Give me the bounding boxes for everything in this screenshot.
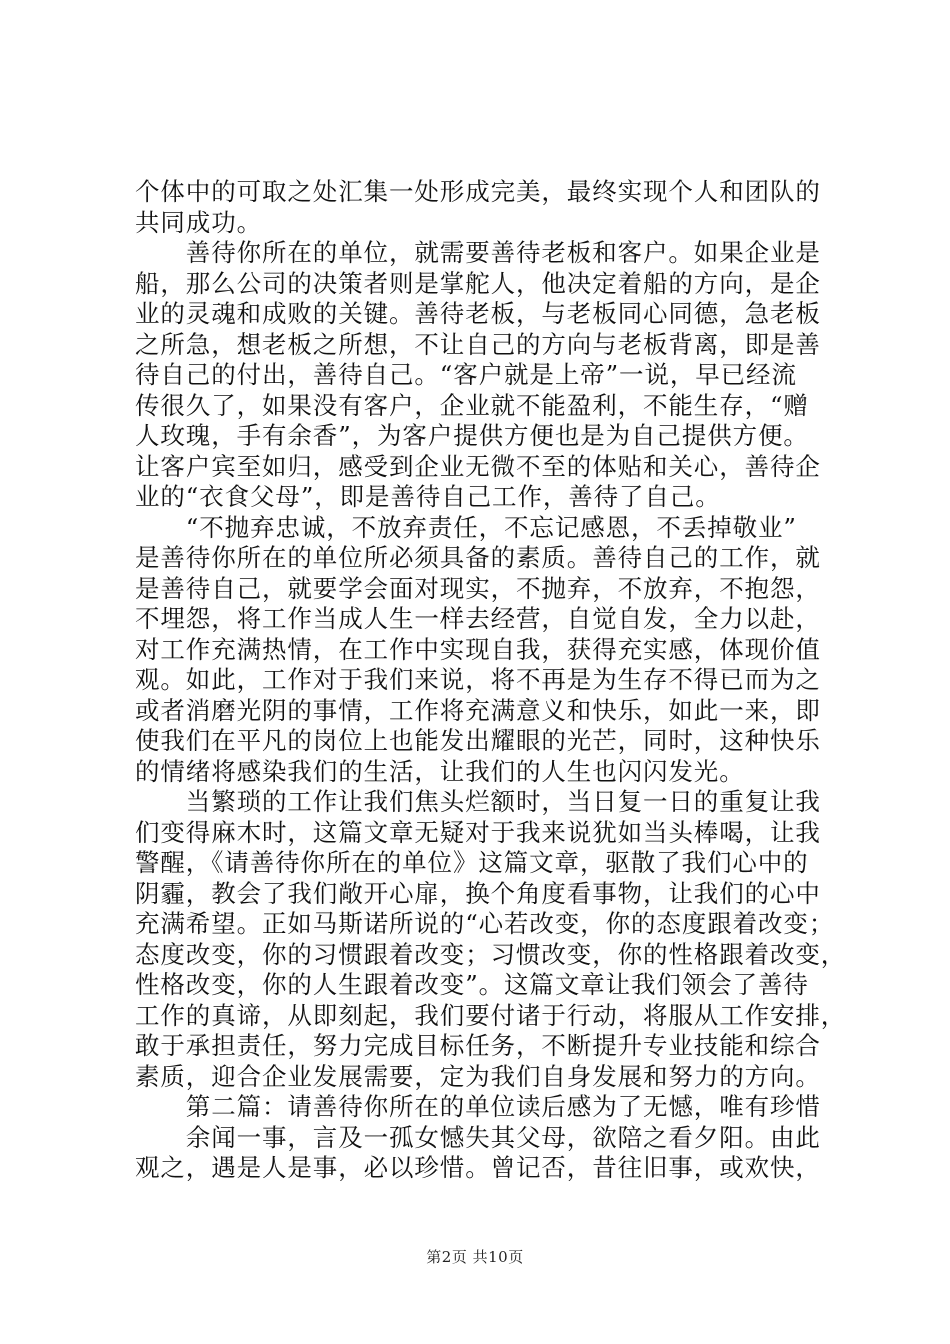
text-line: 让客户宾至如归，感受到企业无微不至的体贴和关心，善待企 [135, 451, 821, 481]
page-number-label: 第2页 共10页 [426, 1248, 524, 1266]
text-line: 共同成功。 [135, 207, 262, 237]
text-line: 不埋怨，将工作当成人生一样去经营，自觉自发，全力以赴， [135, 604, 821, 633]
text-line: 的情绪将感染我们的生活，让我们的人生也闪闪发光。 [135, 756, 745, 786]
text-line: 是善待自己，就要学会面对现实，不抛弃，不放弃，不抱怨， [135, 573, 821, 603]
text-line: 人玫瑰，手有余香”，为客户提供方便也是为自己提供方便。 [135, 421, 809, 450]
text-line: 充满希望。正如马斯诺所说的“心若改变，你的态度跟着改变； [135, 909, 835, 938]
text-line: 当繁琐的工作让我们焦头烂额时，当日复一日的重复让我 [135, 787, 821, 816]
text-line: 们变得麻木时，这篇文章无疑对于我来说犹如当头棒喝，让我 [135, 817, 821, 847]
text-line: 性格改变，你的人生跟着改变”。这篇文章让我们领会了善待 [135, 970, 809, 999]
text-line: 观之，遇是人是事，必以珍惜。曾记否，昔往旧事，或欢快， [135, 1153, 821, 1182]
text-line: 之所急，想老板之所想，不让自己的方向与老板背离，即是善 [135, 329, 821, 359]
text-line: “不抛弃忠诚，不放弃责任，不忘记感恩，不丢掉敬业” [135, 512, 797, 542]
text-line: 个体中的可取之处汇集一处形成完美，最终实现个人和团队的 [135, 177, 821, 206]
text-line: 传很久了，如果没有客户，企业就不能盈利，不能生存，“赠 [135, 390, 809, 420]
text-line: 态度改变，你的习惯跟着改变；习惯改变，你的性格跟着改变， [135, 939, 847, 969]
text-line: 业的灵魂和成败的关键。善待老板，与老板同心同德，急老板 [135, 299, 821, 328]
text-line: 观。如此，工作对于我们来说，将不再是为生存不得已而为之 [135, 665, 821, 694]
text-line: 业的“衣食父母”，即是善待自己工作，善待了自己。 [135, 482, 721, 511]
text-line: 素质，迎合企业发展需要，定为我们自身发展和努力的方向。 [135, 1061, 821, 1091]
text-line: 工作的真谛，从即刻起，我们要付诸于行动，将服从工作安排， [135, 1000, 847, 1030]
text-line: 敢于承担责任，努力完成目标任务，不断提升专业技能和综合 [135, 1031, 821, 1060]
text-line: 或者消磨光阴的事情，工作将充满意义和快乐，如此一来，即 [135, 695, 821, 725]
section-heading: 第二篇：请善待你所在的单位读后感为了无憾，唯有珍惜 [135, 1092, 821, 1121]
text-line: 善待你所在的单位，就需要善待老板和客户。如果企业是 [135, 238, 821, 267]
text-line: 阴霾，教会了我们敞开心扉，换个角度看事物，让我们的心中 [135, 878, 821, 908]
text-line: 警醒，《请善待你所在的单位》这篇文章，驱散了我们心中的 [135, 848, 809, 877]
body-text [135, 177, 847, 1184]
text-line: 是善待你所在的单位所必须具备的素质。善待自己的工作，就 [135, 543, 821, 572]
text-line: 余闻一事，言及一孤女憾失其父母，欲陪之看夕阳。由此 [135, 1122, 821, 1152]
page-footer [0, 1246, 950, 1267]
text-line: 船，那么公司的决策者则是掌舵人，他决定着船的方向，是企 [135, 268, 821, 298]
text-line: 待自己的付出，善待自己。“客户就是上帝”一说，早已经流 [135, 360, 797, 389]
text-line: 对工作充满热情，在工作中实现自我，获得充实感，体现价值 [135, 634, 821, 664]
text-line: 使我们在平凡的岗位上也能发出耀眼的光芒，同时，这种快乐 [135, 726, 821, 755]
